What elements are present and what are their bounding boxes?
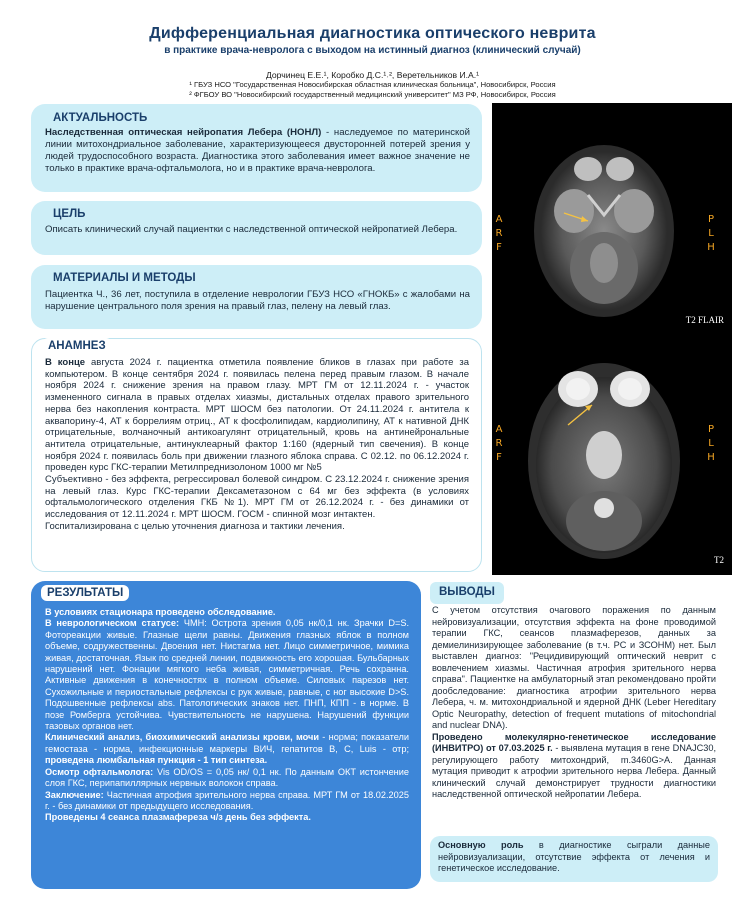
mri-top-right-orientation: P L H (707, 214, 715, 253)
conclusions-title-bg (430, 582, 504, 604)
affiliation-1: ¹ ГБУЗ НСО "Государственная Новосибирская областная клиническая больница", Новосибирск, Россия (189, 80, 556, 89)
goal-title: ЦЕЛЬ (53, 208, 86, 220)
results-p2-lead: В неврологическом статусе: (45, 618, 180, 629)
anamnesis-lead: В конце (45, 357, 86, 368)
results-title: РЕЗУЛЬТАТЫ (41, 585, 129, 601)
mri-bottom-right-orientation: P L H (707, 424, 715, 463)
mri-top-label: T2 FLAIR (685, 315, 724, 325)
mri-axial-t2 (492, 343, 732, 575)
anamnesis-title: АНАМНЕЗ (42, 338, 112, 354)
relevance-title: АКТУАЛЬНОСТЬ (53, 112, 148, 124)
mri-bottom-image (492, 343, 732, 575)
methods-title: МАТЕРИАЛЫ И МЕТОДЫ (53, 272, 196, 284)
poster-title: Дифференциальная диагностика оптического неврита (149, 25, 596, 42)
authors: Дорчинец Е.Е.¹, Коробко Д.С.¹˒², Веретельников И.А.¹ (265, 70, 480, 80)
methods-section (31, 265, 482, 329)
mri-bottom-label: T2 (714, 555, 724, 565)
anamnesis-section (31, 338, 482, 572)
results-p3-lead: Клинический анализ, биохимический анализы крови, мочи (45, 732, 319, 743)
conclusions-p3: Основную роль в диагностике сыграли данные нейровизуализации, отсутствие эффекта от лечения и генетическое исследование. (438, 840, 710, 873)
goal-section (31, 201, 482, 255)
goal-text: Описать клинический случай пациентки с наследственной оптической нейропатией Лебера. (45, 224, 458, 235)
methods-text: Пациентка Ч., 36 лет, поступила в отделение неврологии ГБУЗ НСО «ГНОКБ» с жалобами на нарушение центрального поля зрения на правый глаз, пелену на левый глаз. (45, 289, 470, 312)
poster-subtitle: в практике врача-невролога с выходом на истинный диагноз (клинический случай) (164, 45, 581, 56)
anamnesis-text-3: Госпитализирована с целью уточнения диагноза и тактики лечения. (45, 520, 345, 532)
relevance-text: Наследственная оптическая нейропатия Лебера (НОНЛ) - наследуемое по материнской линии митохондриальное заболевание, характеризующееся двусторонней потерей зрения у людей трудоспособного возраста. Диагностика этого заболевания имеет важное значение не только в практике врача-офтальмолога, но и в практике врача-невролога. (45, 127, 471, 174)
mri-panel (492, 103, 732, 575)
mri-bottom-left-orientation: A R F (495, 424, 503, 463)
poster-header (0, 0, 745, 100)
conclusions-p3-lead: Основную роль (438, 840, 524, 850)
mri-top-image (492, 103, 732, 335)
conclusions-title: ВЫВОДЫ (439, 586, 495, 598)
conclusions-p1: С учетом отсутствия очагового поражения по данным нейровизуализации, отсутствия эффекта на фоне проводимой терапии ГКС, сеансов плазмаферезов, данных за демиелинизирующее заболевание (в т.ч. РС и ЗСОНМ) нет. Был выставлен диагноз: "Рецидивирующий оптический неврит с вовлечением хиазмы. Частичная атрофия зрительного нерва справа". Пациентке на амбулаторный этап рекомендовано пройти дообследование: диагностика атрофии зрительного нерва Лебера, ч. м. митохондриальной и ядерной ДНК (Leber Hereditary Optic Neuropathy, detection of frequent mutations of mitochondrial and nuclear DNA). (432, 605, 716, 730)
results-p4-lead: Осмотр офтальмолога: (45, 766, 154, 777)
results-p6: Проведены 4 сеанса плазмафереза ч/з день без эффекта. (45, 812, 311, 823)
relevance-section (31, 104, 482, 192)
results-p1: В условиях стационара проведено обследование. (45, 607, 276, 617)
anamnesis-text-2: Субъективно - без эффекта, регрессировал болевой синдром. С 23.12.2024 г. снижение зрения на левый глаз. Курс ГКС-терапии Дексаметазоном с 64 мг без эффекта (в условиях офтальмологического отделения ГКБ №1). МРТ ГМ от 26.12.2024 г. - без динамики от исследования от 12.11.2024 г. МРТ ШОСМ. ГОСМ - спинной мозг интактен. (45, 474, 469, 521)
results-p5-lead: Заключение: (45, 789, 104, 800)
results-text: В условиях стационара проведено обследование. В неврологическом статусе: ЧМН: Острота зрения 0,05 нк/0,1 нк. Зрачки D=S. Фотореакции живые. Глазные щели равны. Движения глазных яблок в полном объеме, содружественны. Двоения нет. Нистагма нет. Лицо симметричное, мимика живая, достаточная. Язык по средней линии, подвижность его хорошая. Бульбарных нарушений нет. Фонации мягкого неба живая, симметричная. Речь сохранна. Активные движения в конечностях в полном объеме. Силовых парезов нет. Сухожильные и периостальные рефлексы с рук живые, равные, с ног высокие D>S. Подошвенные рефлексы abs. Патологических знаков нет. ПНП, КПП - в норме. В позе Ромберга устойчива. Чувствительность не нарушена. Нарушений функции тазовых органов нет. Клинический анализ, биохимический анализы крови, мочи - норма; показатели гемостаза - норма, инфекционные маркеры ВИЧ, гепатитов B, C, Luis - отр; проведена люмбальная пункция - 1 тип синтеза. Осмотр офтальмолога: Vis OD/OS = 0,05 нк/ 0,1 нк. По данным ОКТ истончение слоя ГКС, перипапиллярных нервных волокон справа. Заключение: Частичная атрофия зрительного нерва справа. МРТ ГМ от 18.02.2025 г. - без динамики от предыдущего исследования. Проведены 4 сеанса плазмафереза ч/з день без эффекта. (45, 607, 409, 823)
conclusions-text: С учетом отсутствия очагового поражения по данным нейровизуализации, отсутствия эффекта на фоне проводимой терапии ГКС, сеансов плазмаферезов, данных за демиелинизирующее заболевание (в т.ч. РС и ЗСОНМ) нет. Был выставлен диагноз: "Рецидивирующий оптический неврит с вовлечением хиазмы. Частичная атрофия зрительного нерва справа". Пациентке на амбулаторный этап рекомендовано пройти дообследование: диагностика атрофии зрительного нерва Лебера, ч. м. митохондриальной и ядерной ДНК (Leber Hereditary Optic Neuropathy, detection of frequent mutations of mitochondrial and nuclear DNA). Проведено молекулярно-генетическое исследование (ИНВИТРО) от 07.03.2025 г. - выявлена мутация в гене DNAJC30, регулирующего работу митохондрий, m.3460G>A. Данная мутация приводит к атрофии зрительного нерва Лебера. Данный клинический случай демонстрирует трудности диагностики наследственной оптической нейропатии Лебера. (432, 605, 716, 799)
conclusions-key-role (430, 836, 718, 882)
mri-top-left-orientation: A R F (495, 214, 503, 253)
anamnesis-text: В конце августа 2024 г. пациентка отметила появление бликов в глазах при работе за компьютером. В конце сентября 2024 г. появилась пелена перед правым глазом. В начале ноября 2024 г. снижение зрения на правом глазу. МРТ ГМ от 12.11.2024 г. - участок измененного сигнала в правых отделах хиазмы, дистальных отделах правого зрительного нерва без накопления контраста. МРТ ШОСМ без патологии. От 24.11.2024 г. антитела к аквапорину-4, АТ к боррелиям отриц., АТ к фосфолипидам, кардиолипину, АТ к нативной ДНК отрицательные, волчаночный антикоагулянт отрицательный, кровь на антинейрональные антитела отрицательные, антинуклеарный фактор 1:160 (ядерный тип свечения). В конце ноября 2024 г. появилась боль при движении глазного яблока справа. С 02.12. по 06.12.2024 г. проведен курс ГКС-терапии Метилпреднизолоном 1000 мг №5 Субъективно - без эффекта, регрессировал болевой синдром. С 23.12.2024 г. снижение зрения на левый глаз. Курс ГКС-терапии Дексаметазоном с 64 мг без эффекта (в условиях офтальмологического отделения ГКБ №1). МРТ ГМ от 26.12.2024 г. - без динамики от исследования от 12.11.2024 г. МРТ ШОСМ. ГОСМ - спинной мозг интактен. Госпитализирована с целью уточнения диагноза и тактики лечения. (45, 357, 469, 532)
relevance-lead: Наследственная оптическая нейропатия Лебера (НОНЛ) (45, 127, 322, 138)
affiliation-2: ² ФГБОУ ВО "Новосибирский государственный медицинский университет" МЗ РФ, Новосибирск, Россия (189, 90, 556, 99)
results-section (31, 581, 421, 889)
conclusions-p2-lead: Проведено молекулярно-генетическое исследование (ИНВИТРО) от 07.03.2025 г. (432, 731, 716, 753)
mri-axial-flair (492, 103, 732, 335)
